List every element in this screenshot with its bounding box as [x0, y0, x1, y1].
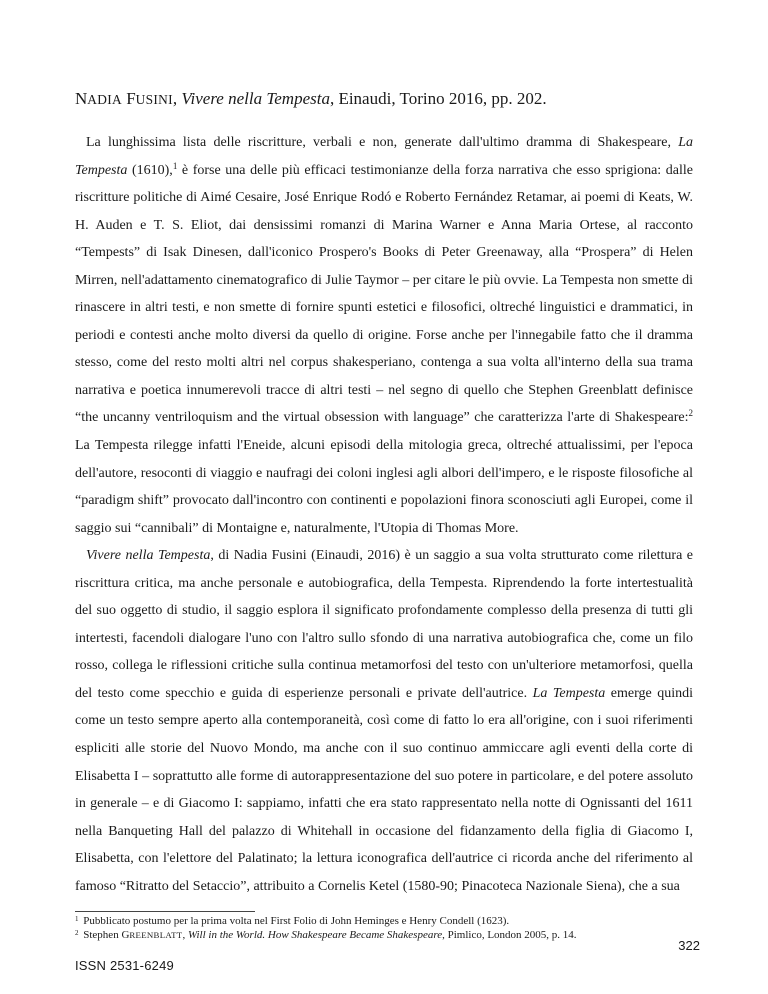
footnote-ref-1: 1	[172, 160, 178, 171]
author-first-initial: N	[75, 89, 88, 108]
paragraph-1	[75, 129, 693, 542]
review-body	[75, 129, 693, 900]
footnote-2-publisher: , Pimlico, London 2005, p. 14.	[442, 929, 577, 941]
p2-text-a: , di Nadia Fusini (Einaudi, 2016) è un saggio a sua volta strutturato come rilettura e riscrittura critica, ma anche personale e autobiografica, della Tempesta. Riprendendo la forte intertestualità del suo oggetto di studio, il saggio esplora il significato profondamente complesso della presenza di tutti gli intertesti, facendoli dialogare l'uno con l'altro sullo sfondo di una narrativa autobiografica che, come un filo rosso, collega le riflessioni critiche sulla continua metamorfosi del testo con un'ulteriore metamorfosi, quella del testo come specchio e guida di esperienze personali e private dell'autrice.	[75, 548, 693, 701]
footnote-2-author-a: Stephen G	[80, 929, 130, 941]
footnote-1-text: Pubblicato postumo per la prima volta nel First Folio di John Heminges e Henry Condell (1623).	[80, 915, 510, 927]
p1-text-d: La Tempesta rilegge infatti l'Eneide, alcuni episodi della mitologia greca, oltreché attualissimi, per l'epoca dell'autore, resoconti di viaggio e naufragi dei coloni inglesi agli albori dell'impero, e le risposte filosofiche al “paradigm shift” provocato dall'incontro con continenti e popolazioni finora sconosciuti agli Europei, come il saggio sui “cannibali” di Montaigne e, naturalmente, l'Utopia di Thomas More.	[75, 438, 693, 536]
author-last-rest: USINI	[135, 92, 173, 107]
footnotes	[75, 914, 715, 942]
footnote-1	[75, 914, 715, 928]
page-number: 322	[678, 938, 700, 953]
footnote-2-number: 2	[75, 929, 79, 937]
footnote-2-author-sc: REENBLATT	[129, 930, 183, 940]
footnote-2	[75, 928, 715, 942]
p1-text-a: La lunghissima lista delle riscritture, verbali e non, generate dall'ultimo dramma di Shakespeare,	[86, 135, 679, 150]
footnote-2-sep: ,	[182, 929, 188, 941]
footnote-1-number: 1	[75, 915, 79, 923]
heading-separator: ,	[172, 89, 182, 108]
author-first-rest: ADIA	[87, 92, 122, 107]
footnote-2-title: Will in the World. How Shakespeare Became Shakespeare	[187, 929, 443, 941]
paragraph-2	[75, 542, 693, 900]
review-heading	[75, 88, 715, 111]
p2-title-2: La Tempesta	[532, 685, 606, 701]
p2-title: Vivere nella Tempesta	[86, 548, 211, 564]
publication-details: , Einaudi, Torino 2016, pp. 202.	[329, 89, 547, 108]
footnote-divider	[75, 911, 255, 912]
p2-text-b: emerge quindi come un testo sempre aperto alla contemporaneità, così come di fatto lo era all'origine, con i suoi riferimenti espliciti alle storie del Nuovo Mondo, ma anche con il suo continuo ammiccare agli eventi della corte di Elisabetta I – soprattutto alle forme di autorappresentazione del suo potere in particolare, e del potere assoluto in generale – e di Giacomo I: sappiamo, infatti che era stato rappresentato nella notte di Ognissanti del 1611 nella Banqueting Hall del palazzo di Whitehall in occasione del fidanzamento della figlia di Giacomo I, Elisabetta, con l'elettore del Palatinato; la lettura iconografica dell'autrice ci ricorda anche del riferimento al famoso “Ritratto del Setaccio”, attribuito a Cornelis Ketel (1580-90; Pinacoteca Nazionale Siena), che a sua	[75, 685, 693, 894]
p1-text-c: è forse una delle più efficaci testimonianze della forza narrativa che esso sprigiona: dalle riscritture politiche di Aimé Cesaire, José Enrique Rodó e Roberto Fernández Retamar, ai poemi di Keats, W. H. Auden e T. S. Eliot, dai densissimi romanzi di Marina Warner e Anna Maria Ortese, al racconto “Tempests” di Isak Dinesen, dall'iconico Prospero's Books di Peter Greenaway, alla “Prospera” di Helen Mirren, nell'adattamento cinematografico di Julie Taymor – per citare le più ovvie. La Tempesta non smette di rinascere in altri testi, e non smette di fornire spunti estetici e filosofici, oltreché linguistici e drammatici, in periodi e contesti anche molto diversi da quello di origine. Forse anche per l'innegabile fatto che il dramma stesso, come del resto molti altri nel corpus shakesperiano, contenga a sua volta all'interno della sua trama narrativa e poetica innumerevoli tracce di altri testi – nel segno di quello che Stephen Greenblatt definisce “the uncanny ventriloquism and the virtual obsession with language” che caratterizza l'arte di Shakespeare:	[75, 162, 693, 426]
issn-label: ISSN 2531-6249	[75, 958, 174, 973]
p1-title: La Tempesta	[75, 135, 693, 178]
footnote-ref-2: 2	[688, 408, 693, 419]
p1-text-b: (1610),	[127, 162, 173, 178]
book-title: Vivere nella Tempesta	[181, 89, 330, 108]
author-last-initial: F	[126, 89, 136, 108]
